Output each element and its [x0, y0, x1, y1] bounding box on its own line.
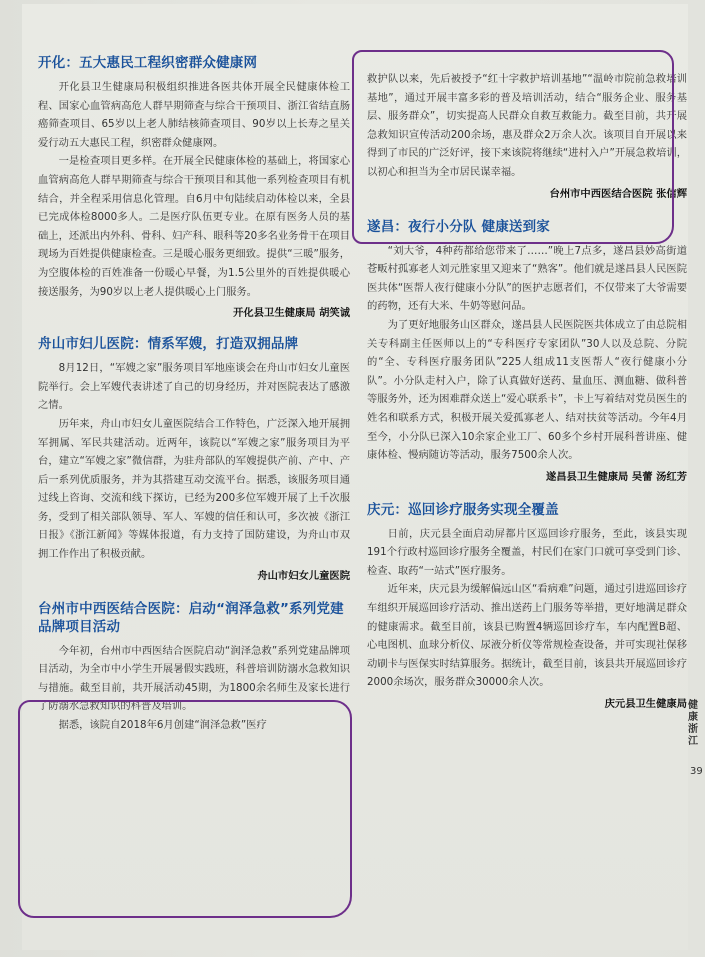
article-paragraph: 一是检查项目更多样。在开展全民健康体检的基础上，将国家心血管病高危人群早期筛查与综合干预项目和其他一系列检查项目有机结合，并全程采用信息化管理。自6月中旬陆续启动体检以来，全县已完成体检8000多人。二是医疗队伍更专业。在原有医务人员的基础上，还派出内外科、骨科、妇产科、眼科等20多名业务骨干在项目现场为百姓提供健康检查。三是暖心服务更细致。提供“三暖”服务，为空腹体检的百姓准备一份暖心早餐，为1.5公里外的百姓提供暖心接送服务，为90岁以上老人提供暖心上门服务。	[38, 155, 350, 298]
article-paragraph: 今年初，台州市中西医结合医院启动“润泽急救”系列党建品牌项目活动，为全市中小学生开展暑假实践班，科普培训防溺水急救知识与措施。截至目前，共开展活动45期，为1800余名师生及家长进行了防溺水急救知识的科普及培训。	[38, 644, 350, 713]
article-paragraph: 日前，庆元县全面启动屏都片区巡回诊疗服务，至此，该县实现191个行政村巡回诊疗服务全覆盖，村民们在家门口就可享受到门诊、检查、取药“一站式”医疗服务。	[367, 527, 687, 577]
article-byline: 遂昌县卫生健康局 吴蕾 汤红芳	[545, 470, 687, 483]
article-byline: 台州市中西医结合医院 张信辉	[549, 187, 687, 200]
article-suichang	[367, 218, 687, 487]
page-number: 39	[690, 766, 703, 777]
article-paragraph: 据悉，该院自2018年6月创建“润泽急救”医疗	[58, 719, 267, 732]
article-byline: 舟山市妇女儿童医院	[257, 569, 350, 582]
article-zhoushan	[38, 335, 350, 586]
article-paragraph: 历年来，舟山市妇女儿童医院结合工作特色，广泛深入地开展拥军拥属、军民共建活动。近两年，该院以“军嫂之家”服务项目为平台，建立“军嫂之家”微信群，为驻舟部队的军嫂提供产前、产中、产后一系列优质服务，并为其搭建互动交流平台。据悉，该服务项目通过线上咨询、交流和线下探访，已经为200多位军嫂开展了上千次服务，受到了相关部队领导、军人、军嫂的信任和认可，多次被《浙江日报》《浙江新闻》等媒体报道，有力支持了国防建设，为舟山市双拥工作作出了积极贡献。	[38, 417, 350, 561]
article-title: 遂昌：夜行小分队 健康送到家	[367, 218, 550, 235]
article-taizhou	[38, 600, 350, 735]
right-column	[367, 48, 687, 720]
article-byline: 庆元县卫生健康局	[604, 698, 687, 711]
side-tab: 健康浙江	[688, 700, 698, 747]
article-paragraph: 救护队以来，先后被授予“红十字救护培训基地”“温岭市院前急救培训基地”，通过开展丰富多彩的普及培训活动，结合“服务企业、服务基层、服务群众”，切实提高人民群众自救互救能力。截至目前，共开展急救知识宣传活动200余场，惠及群众2万余人次。该项目自开展以来得到了市民的广泛好评，接下来该院将继续“进村入户”开展急救培训，以初心和担当为全市居民谋幸福。	[367, 73, 687, 178]
article-paragraph: 开化县卫生健康局积极组织推进各医共体开展全民健康体检工程、国家心血管病高危人群早期筛查与综合干预项目、浙江省结直肠癌筛查项目、65岁以上老人肺结核筛查项目、90岁以上长寿之星关爱行动五大惠民工程，织密群众健康网。	[38, 81, 350, 149]
article-title: 台州市中西医结合医院：启动“润泽急救”系列党建品牌项目活动	[38, 600, 344, 635]
article-taizhou-continued	[367, 48, 687, 204]
article-paragraph: 为了更好地服务山区群众，遂昌县人民医院医共体成立了由总院相关专科副主任医师以上的“专科医疗专家团队”30人以及总院、分院的“全、专科医疗服务团队”225人组成11支医帮人“夜行健康小分队”。小分队走村入户，除了认真做好送药、量血压、测血糖、做科普等服务外，还为困难群众送上“爱心联系卡”，卡上写着结对党员医生的姓名和联系方式，积极开展关爱孤寡老人、结对扶贫等活动。今年4月至今，小分队已深入10余家企业工厂、60多个乡村开展科普讲座、健康体检、慢病随访等活动，服务7500余人次。	[367, 318, 687, 462]
article-kaihua	[38, 54, 350, 323]
article-title: 庆元：巡回诊疗服务实现全覆盖	[367, 501, 559, 518]
left-column	[38, 54, 350, 741]
article-title: 开化：五大惠民工程织密群众健康网	[38, 55, 258, 71]
article-qingyuan	[367, 501, 687, 714]
article-paragraph: 近年来，庆元县为缓解偏远山区“看病难”问题，通过引进巡回诊疗车组织开展巡回诊疗活动、推出送药上门服务等举措，更好地满足群众的健康需求。截至目前，该县已购置4辆巡回诊疗车，车内配置B超、心电图机、血球分析仪、尿液分析仪等常规检查设备，并可实现社保移动刷卡与医保实时结算服务。据统计，截至目前，该县共开展巡回诊疗2000余场次，服务群众30000余人次。	[367, 583, 687, 689]
article-byline: 开化县卫生健康局 胡笑诚	[233, 307, 350, 320]
article-title: 舟山市妇儿医院：情系军嫂，打造双拥品牌	[38, 336, 299, 353]
article-paragraph: 8月12日，“军嫂之家”服务项目军地座谈会在舟山市妇女儿童医院举行。会上军嫂代表讲述了自己的切身经历，并对医院表达了感激之情。	[38, 362, 350, 412]
article-paragraph: “刘大爷，4种药都给您带来了……”晚上7点多，遂昌县妙高街道苍畈村孤寡老人刘元胜家里又迎来了“熟客”。他们就是遂昌县人民医院医共体“医帮人夜行健康小分队”的医护志愿者们，不仅带来了大爷需要的药物，还有大米、牛奶等慰问品。	[367, 244, 687, 313]
